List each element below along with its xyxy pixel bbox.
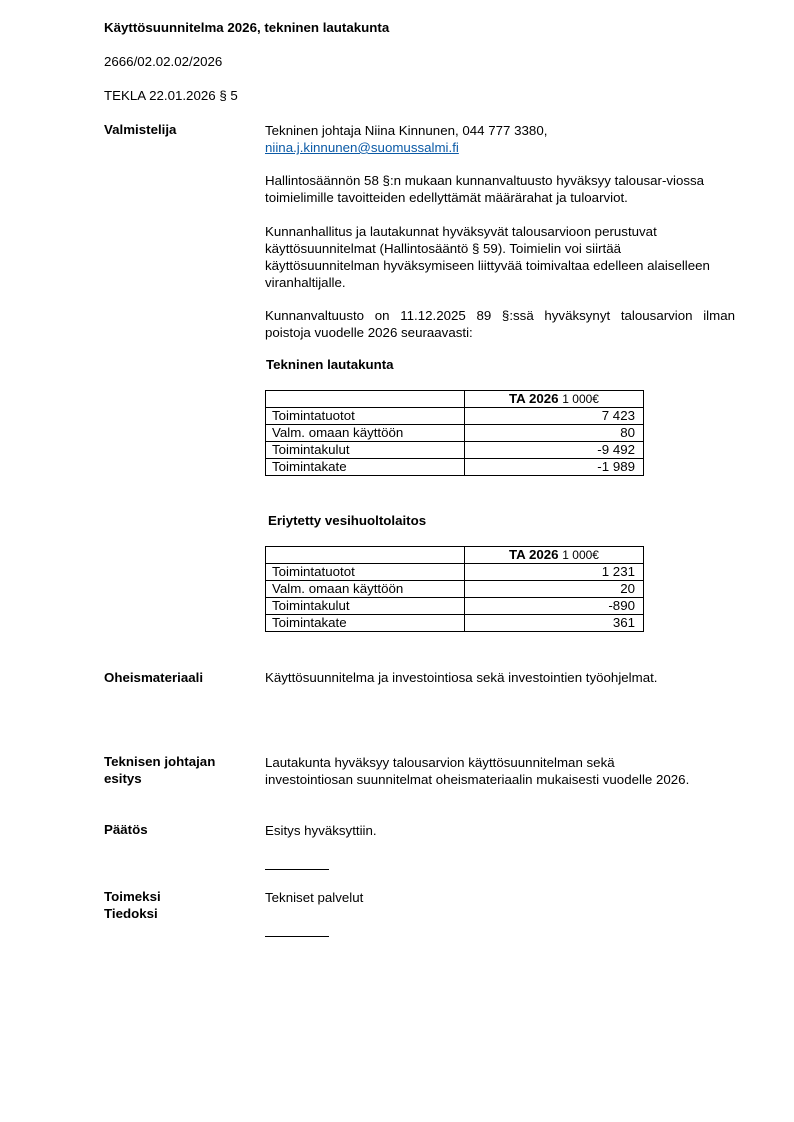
reference-number: 2666/02.02.02/2026	[104, 54, 223, 69]
decision-label: Päätös	[104, 822, 148, 837]
row-value: -1 989	[465, 459, 644, 476]
row-label: Valm. omaan käyttöön	[266, 425, 465, 442]
row-label: Toimintatuotot	[266, 408, 465, 425]
separator-line	[265, 869, 329, 870]
decision-text: Esitys hyväksyttiin.	[265, 823, 377, 838]
header-unit: 1 000€	[562, 548, 599, 562]
table-title-tekninen-lautakunta: Tekninen lautakunta	[266, 357, 394, 372]
header-year: TA 2026	[509, 547, 559, 562]
table-row	[266, 408, 644, 425]
table-row	[266, 564, 644, 581]
proposal-label-line1: Teknisen johtajan	[104, 754, 216, 769]
paragraph-1: Hallintosäännön 58 §:n mukaan kunnanvaltuusto hyväksyy talousar-viossa toimielimille tavoitteiden edellyttämät määrärahat ja tuloarviot.	[265, 173, 705, 205]
budget-table-vesihuoltolaitos	[265, 546, 644, 632]
distribution-label	[104, 888, 161, 922]
row-label: Toimintakulut	[266, 598, 465, 615]
distribution-label-line1: Toimeksi	[104, 889, 161, 904]
row-label: Toimintatuotot	[266, 564, 465, 581]
meeting-reference: TEKLA 22.01.2026 § 5	[104, 88, 238, 103]
row-value: 80	[465, 425, 644, 442]
row-value: 7 423	[465, 408, 644, 425]
row-label: Toimintakate	[266, 615, 465, 632]
proposal-text: Lautakunta hyväksyy talousarvion käyttösuunnitelman sekä investointiosan suunnitelmat oheismateriaalin mukaisesti vuodelle 2026.	[265, 755, 690, 787]
preparer-line: Tekninen johtaja Niina Kinnunen, 044 777 3380,	[265, 123, 548, 138]
paragraph-3: Kunnanvaltuusto on 11.12.2025 89 §:ssä hyväksynyt talousarvion ilman poistoja vuodelle 2026 seuraavasti:	[265, 308, 735, 340]
table-row	[266, 581, 644, 598]
proposal-label-line2: esitys	[104, 771, 142, 786]
table-row	[266, 442, 644, 459]
document-title: Käyttösuunnitelma 2026, tekninen lautakunta	[104, 20, 390, 35]
table-row	[266, 598, 644, 615]
proposal-label	[104, 753, 215, 787]
budget-table-tekninen-lautakunta	[265, 390, 644, 476]
row-value: 1 231	[465, 564, 644, 581]
row-label: Toimintakate	[266, 459, 465, 476]
paragraph-2: Kunnanhallitus ja lautakunnat hyväksyvät talousarvioon perustuvat käyttösuunnitelmat (Hallintosääntö § 59). Toimielin voi siirtää käyttösuunnitelman hyväksymiseen liittyvää toimivaltaa edelleen alaiselleen viranhaltijalle.	[265, 224, 710, 290]
distribution-label-line2: Tiedoksi	[104, 906, 158, 921]
preparer-info	[265, 122, 547, 156]
separator-line	[265, 936, 329, 937]
preparer-label: Valmistelija	[104, 122, 177, 137]
attachments-text: Käyttösuunnitelma ja investointiosa sekä investointien työohjelmat.	[265, 670, 658, 685]
table-row	[266, 615, 644, 632]
row-label: Valm. omaan käyttöön	[266, 581, 465, 598]
row-value: 20	[465, 581, 644, 598]
row-value: -890	[465, 598, 644, 615]
table-row	[266, 425, 644, 442]
attachments-label: Oheismateriaali	[104, 670, 204, 685]
header-cell	[465, 391, 644, 408]
table-title-vesihuoltolaitos: Eriytetty vesihuoltolaitos	[268, 513, 427, 528]
row-label: Toimintakulut	[266, 442, 465, 459]
header-unit: 1 000€	[562, 392, 599, 406]
row-value: 361	[465, 615, 644, 632]
row-value: -9 492	[465, 442, 644, 459]
table-header-row	[266, 391, 644, 408]
header-empty-cell	[266, 391, 465, 408]
table-header-row	[266, 547, 644, 564]
header-cell	[465, 547, 644, 564]
preparer-email-link[interactable]: niina.j.kinnunen@suomussalmi.fi	[265, 140, 459, 155]
table-row	[266, 459, 644, 476]
header-empty-cell	[266, 547, 465, 564]
distribution-text: Tekniset palvelut	[265, 890, 364, 905]
header-year: TA 2026	[509, 391, 559, 406]
